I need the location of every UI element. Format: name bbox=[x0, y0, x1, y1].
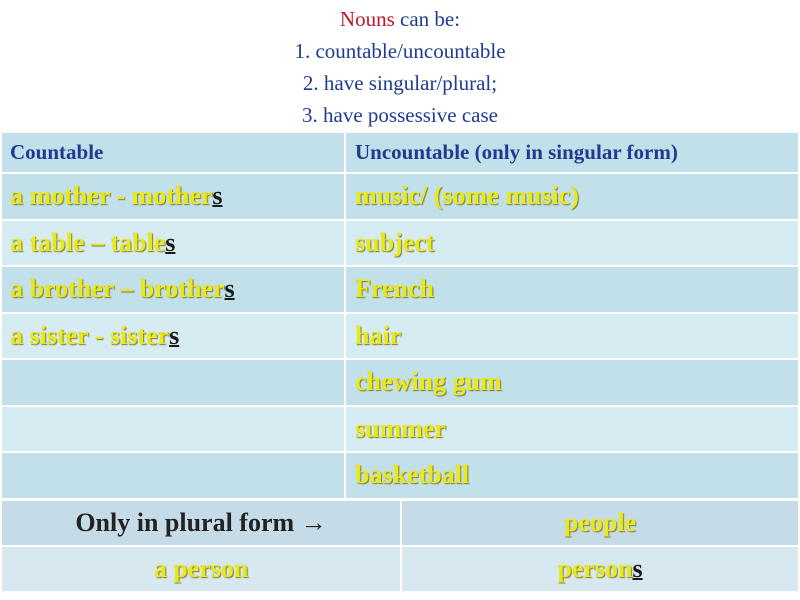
table-header-row bbox=[1, 132, 799, 173]
uncountable-cell: French bbox=[345, 266, 799, 313]
table-row bbox=[1, 500, 799, 546]
countable-uncountable-table bbox=[0, 131, 800, 500]
uncountable-header: Uncountable (only in singular form) bbox=[345, 132, 799, 173]
plural-suffix: s bbox=[224, 274, 235, 304]
uncountable-cell: music/ (some music) bbox=[345, 173, 799, 220]
title-line-1 bbox=[0, 3, 800, 35]
plural-suffix: s bbox=[165, 227, 176, 257]
countable-cell-empty bbox=[1, 359, 345, 406]
countable-word: a mother - mother bbox=[10, 181, 213, 211]
table-row bbox=[1, 220, 799, 267]
countable-word: a sister - sister bbox=[10, 320, 170, 350]
table-row bbox=[1, 546, 799, 592]
slide-title bbox=[0, 3, 800, 131]
table-row bbox=[1, 406, 799, 453]
countable-header: Countable bbox=[1, 132, 345, 173]
countable-cell bbox=[1, 173, 345, 220]
table-row bbox=[1, 452, 799, 499]
plural-only-example: people bbox=[401, 500, 799, 546]
countable-cell bbox=[1, 220, 345, 267]
plural-suffix: s bbox=[632, 554, 643, 583]
title-line-3: 2. have singular/plural; bbox=[302, 71, 498, 95]
countable-cell bbox=[1, 313, 345, 360]
plural-only-label: Only in plural form → bbox=[1, 500, 401, 546]
countable-cell-empty bbox=[1, 452, 345, 499]
title-nouns-word: Nouns bbox=[339, 7, 395, 31]
table-row bbox=[1, 173, 799, 220]
title-line-4: 3. have possessive case bbox=[302, 103, 498, 127]
table-row bbox=[1, 313, 799, 360]
uncountable-cell: basketball bbox=[345, 452, 799, 499]
plural-only-table bbox=[0, 499, 800, 593]
uncountable-cell: subject bbox=[345, 220, 799, 267]
plural-suffix: s bbox=[169, 320, 180, 350]
table-row bbox=[1, 359, 799, 406]
title-can-be: can be: bbox=[394, 7, 461, 31]
countable-word: a table – table bbox=[10, 227, 166, 257]
countable-cell bbox=[1, 266, 345, 313]
countable-cell-empty bbox=[1, 406, 345, 453]
uncountable-cell: hair bbox=[345, 313, 799, 360]
title-line-2: 1. countable/uncountable bbox=[294, 39, 506, 63]
singular-person: a person bbox=[1, 546, 401, 592]
plural-persons bbox=[401, 546, 799, 592]
table-row bbox=[1, 266, 799, 313]
plural-suffix: s bbox=[212, 181, 223, 211]
countable-word: a brother – brother bbox=[10, 274, 225, 304]
uncountable-cell: chewing gum bbox=[345, 359, 799, 406]
uncountable-cell: summer bbox=[345, 406, 799, 453]
persons-word: person bbox=[557, 554, 633, 583]
